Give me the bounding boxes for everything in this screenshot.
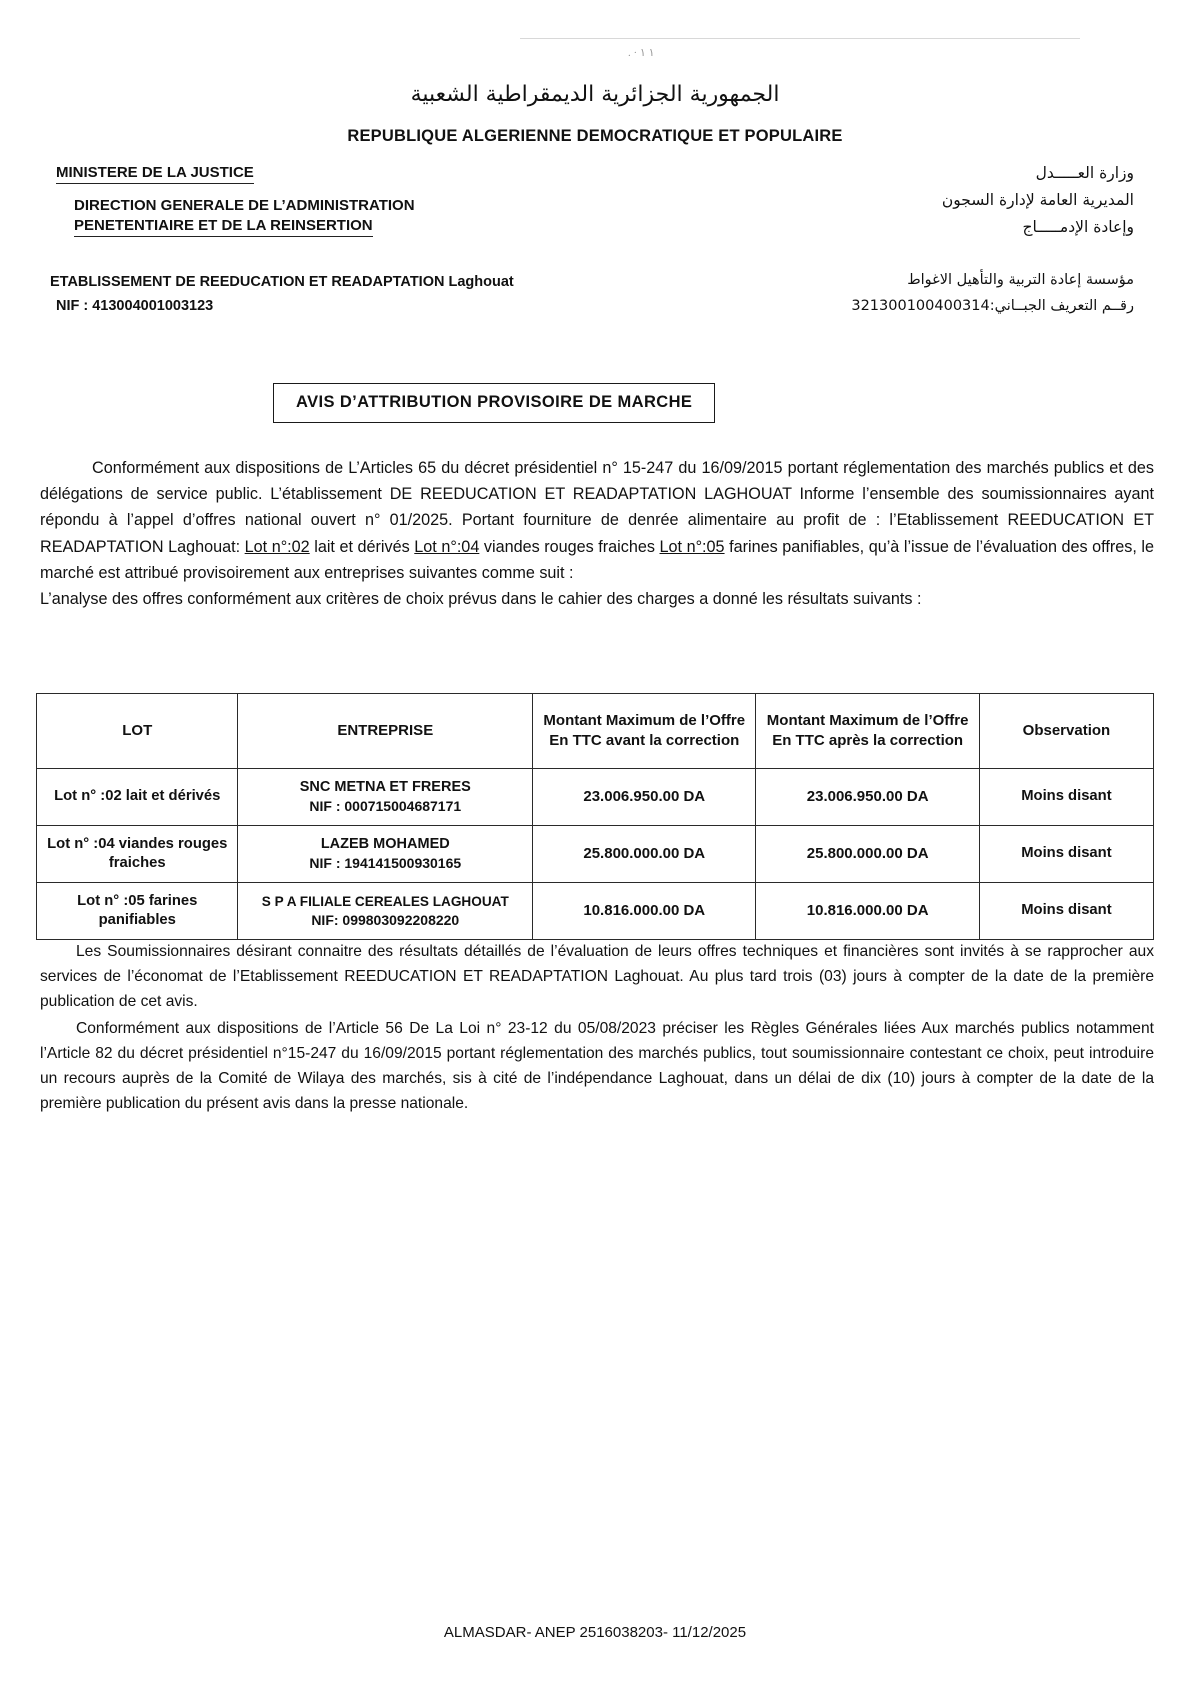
column-header-entreprise: ENTREPRISE [238,694,533,769]
footer-text [40,940,1154,1117]
cell-montant-apres: 10.816.000.00 DA [756,883,979,940]
notice-title-box: AVIS D’ATTRIBUTION PROVISOIRE DE MARCHE [273,383,715,423]
cell-montant-avant: 10.816.000.00 DA [533,883,756,940]
scan-artifact-line [520,38,1080,39]
entreprise-name: LAZEB MOHAMED [320,836,450,853]
cell-montant-apres: 25.800.000.00 DA [756,826,979,883]
lot-04-reference: Lot n°:04 [414,537,480,556]
column-header-observation: Observation [979,694,1153,769]
entreprise-name: SNC METNA ET FRERES [299,779,471,796]
letterhead-left [56,164,616,250]
body-paragraph-2: L’analyse des offres conformément aux critères de choix prévus dans le cahier des charges a donné les résultats suivants : [40,590,922,609]
table-row [37,826,1154,883]
results-table [36,693,1154,940]
body-paragraph-1-part1: Conformément aux dispositions de L’Articles 65 du décret présidentiel n° 15-247 du 16/09/2015 portant réglementation des marchés publics et des délégations de service public. L’établissement DE REEDUCATION ET READAPTATION LAGHOUAT Informe l’ensemble des soumissionnaires ayant répondu à l’appel d’offres national ouvert n° 01/2025. Portant fourniture de denrée alimentaire au profit de : l’Etablissement REEDUCATION ET READAPTATION Laghouat: [40,459,1154,556]
letterhead [0,164,1190,324]
ministry-label-arabic: وزارة العـــــدل [1035,164,1134,182]
page-title-french: REPUBLIQUE ALGERIENNE DEMOCRATIQUE ET POPULAIRE [347,127,843,145]
body-paragraph-1 [40,455,1154,586]
table-row [37,883,1154,940]
cell-entreprise [238,769,533,826]
footer-paragraph-1: Les Soumissionnaires désirant connaitre des résultats détaillés de l’évaluation de leurs offres techniques et financières sont invités à se rapprocher aux services de l’économat de l’Etablissement REEDUCATION ET READAPTATION Laghouat. Au plus tard trois (03) jours à compter de la date de la première publication de cet avis. [40,943,1154,1010]
cell-lot: Lot n° :04 viandes rouges fraiches [37,826,238,883]
results-table-head [37,694,1154,769]
page-title-arabic: الجمهورية الجزائرية الديمقراطية الشعبية [410,82,780,107]
cell-lot: Lot n° :02 lait et dérivés [37,769,238,826]
cell-montant-avant: 25.800.000.00 DA [533,826,756,883]
anep-reference: ALMASDAR- ANEP 2516038203- 11/12/2025 [443,1624,747,1641]
column-header-montant-apres: Montant Maximum de l’Offre En TTC après la correction [756,694,979,769]
entreprise-nif: NIF : 194141500930165 [309,855,462,872]
lot-05-description: farines panifiables, qu’à l’issue de l’évaluation des offres, le marché est attribué provisoirement aux entreprises suivantes comme suit : [40,537,1154,582]
scan-artifact-marks: . · ١ ١ [628,47,655,59]
establishment-nif: NIF : 413004001003123 [56,298,214,314]
establishment-nif-arabic: رقــم التعريف الجبــاني:413004001003123 [851,298,1134,314]
establishment-label: ETABLISSEMENT DE REEDUCATION ET READAPTATION Laghouat [50,274,514,290]
entreprise-name: S P A FILIALE CEREALES LAGHOUAT [261,894,509,910]
direction-label-line1: DIRECTION GENERALE DE L’ADMINISTRATION [74,197,415,214]
letterhead-right [664,164,1134,245]
establishment-label-arabic: مؤسسة إعادة التربية والتأهيل الاغواط [907,272,1134,288]
lot-02-description: lait et dérivés [309,537,415,556]
lot-04-description: viandes rouges fraiches [479,537,660,556]
direction-label-line2: PENETENTIAIRE ET DE LA REINSERTION [74,217,373,237]
lot-05-reference: Lot n°:05 [659,537,725,556]
column-header-lot: LOT [37,694,238,769]
column-header-montant-avant: Montant Maximum de l’Offre En TTC avant la correction [533,694,756,769]
cell-observation: Moins disant [979,769,1153,826]
cell-montant-apres: 23.006.950.00 DA [756,769,979,826]
cell-observation: Moins disant [979,826,1153,883]
results-table-body [37,769,1154,940]
table-header-row [37,694,1154,769]
body-text [40,455,1154,612]
results-table-wrapper [36,693,1154,940]
direction-label-arabic-line2: وإعادة الإدمـــــاج [1022,218,1134,236]
footer-paragraph-2: Conformément aux dispositions de l’Article 56 De La Loi n° 23-12 du 05/08/2023 préciser les Règles Générales liées Aux marchés publics notamment l’Article 82 du décret présidentiel n°15-247 du 16/09/2015 portant réglementation des marchés publics, tout soumissionnaire contestant ce choix, peut introduire un recours auprès de la Comité de Wilaya des marchés, sis à cité de l’indépendance Laghouat, dans un délai de dix (10) jours à compter de la date de la première publication du présent avis dans la presse nationale. [40,1019,1154,1112]
cell-montant-avant: 23.006.950.00 DA [533,769,756,826]
direction-label-arabic-line1: المديرية العامة لإدارة السجون [941,191,1134,209]
cell-entreprise [238,883,533,940]
table-row [37,769,1154,826]
lot-02-reference: Lot n°:02 [244,537,310,556]
cell-entreprise [238,826,533,883]
cell-lot: Lot n° :05 farines panifiables [37,883,238,940]
cell-observation: Moins disant [979,883,1153,940]
entreprise-nif: NIF: 099803092208220 [311,911,460,928]
entreprise-nif: NIF : 000715004687171 [309,798,462,815]
ministry-label: MINISTERE DE LA JUSTICE [56,164,254,184]
